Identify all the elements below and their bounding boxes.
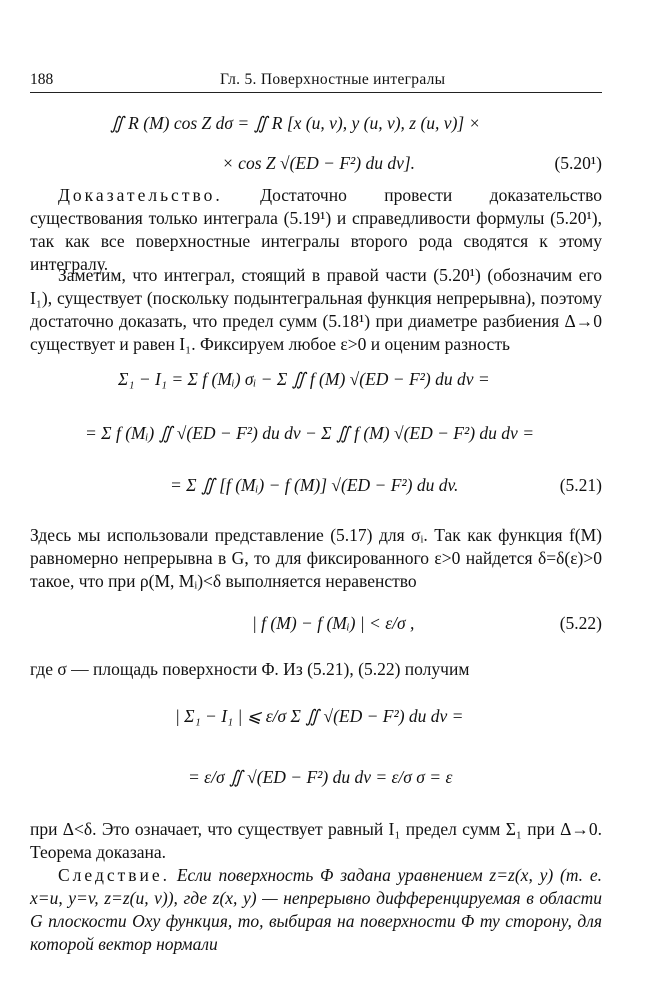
equation-sum-line2: = Σ f (Mᵢ) ∬ √(ED − F²) du dv − Σ ∬ f (M) √(ED − F²) du dv = — [85, 423, 535, 443]
paragraph-conclusion: при Δ<δ. Это означает, что существует равный I₁ предел сумм Σ₁ при Δ→0. Теорема доказана. — [30, 819, 602, 862]
header-rule — [30, 92, 602, 93]
equation-number-5-20: (5.20¹) — [554, 153, 602, 173]
page-header — [30, 68, 602, 90]
equation-5-20-line1: ∬ R (M) cos Z dσ = ∬ R [x (u, v), y (u, v), z (u, v)] × — [110, 113, 481, 133]
paragraph-area: где σ — площадь поверхности Φ. Из (5.21), (5.22) получим — [30, 659, 470, 679]
paragraph-continuity: Здесь мы использовали представление (5.17) для σᵢ. Так как функция f(M) равномерно непрерывна в G, то для фиксированного ε>0 найдется δ=δ(ε)>0 такое, что при ρ(M, Mᵢ)<δ выполняется неравенство — [30, 525, 602, 591]
proof-label: Доказательство. — [58, 185, 223, 205]
paragraph-remark: Заметим, что интеграл, стоящий в правой части (5.20¹) (обозначим его I₁), существует (поскольку подынтегральная функция непрерывна), поэтому достаточно доказать, что предел сумм (5.18¹) при диаметре разбиения Δ→0 существует и равен I₁. Фиксируем любое ε>0 и оценим разность — [30, 265, 602, 354]
equation-number-5-21: (5.21) — [559, 475, 602, 495]
equation-estimate-line1: | Σ₁ − I₁ | ⩽ ε/σ Σ ∬ √(ED − F²) du dv = — [175, 706, 464, 726]
proof-text: Достаточно провести доказательство существования только интеграла (5.19¹) и справедливости формулы (5.20¹), так как все поверхностные интегралы второго рода сводятся к этому интегралу. — [30, 185, 603, 274]
equation-sum-line1: Σ₁ − I₁ = Σ f (Mᵢ) σᵢ − Σ ∬ f (M) √(ED − F²) du dv = — [118, 369, 490, 389]
proof-paragraph — [30, 184, 602, 276]
corollary-label: Следствие. — [58, 865, 171, 885]
equation-5-22: | f (M) − f (Mᵢ) | < ε/σ , — [252, 613, 415, 633]
equation-estimate-line2: = ε/σ ∬ √(ED − F²) du dv = ε/σ σ = ε — [188, 767, 453, 787]
equation-sum-line3: = Σ ∬ [f (Mᵢ) − f (M)] √(ED − F²) du dv. — [170, 475, 459, 495]
equation-number-5-22: (5.22) — [559, 613, 602, 633]
running-title: Гл. 5. Поверхностные интегралы — [220, 71, 446, 88]
equation-5-20-line2: × cos Z √(ED − F²) du dv]. — [222, 153, 416, 173]
corollary-paragraph — [30, 864, 602, 956]
corollary-text: Если поверхность Φ задана уравнением z=z(x, y) (т. е. x=u, y=v, z=z(u, v)), где z(x, y) — непрерывно дифференцируемая в области G плоскости Oxy функция, то, выбирая на поверхности Φ ту сторону, для которой вектор нормали — [30, 865, 602, 954]
page-number: 188 — [30, 71, 54, 88]
